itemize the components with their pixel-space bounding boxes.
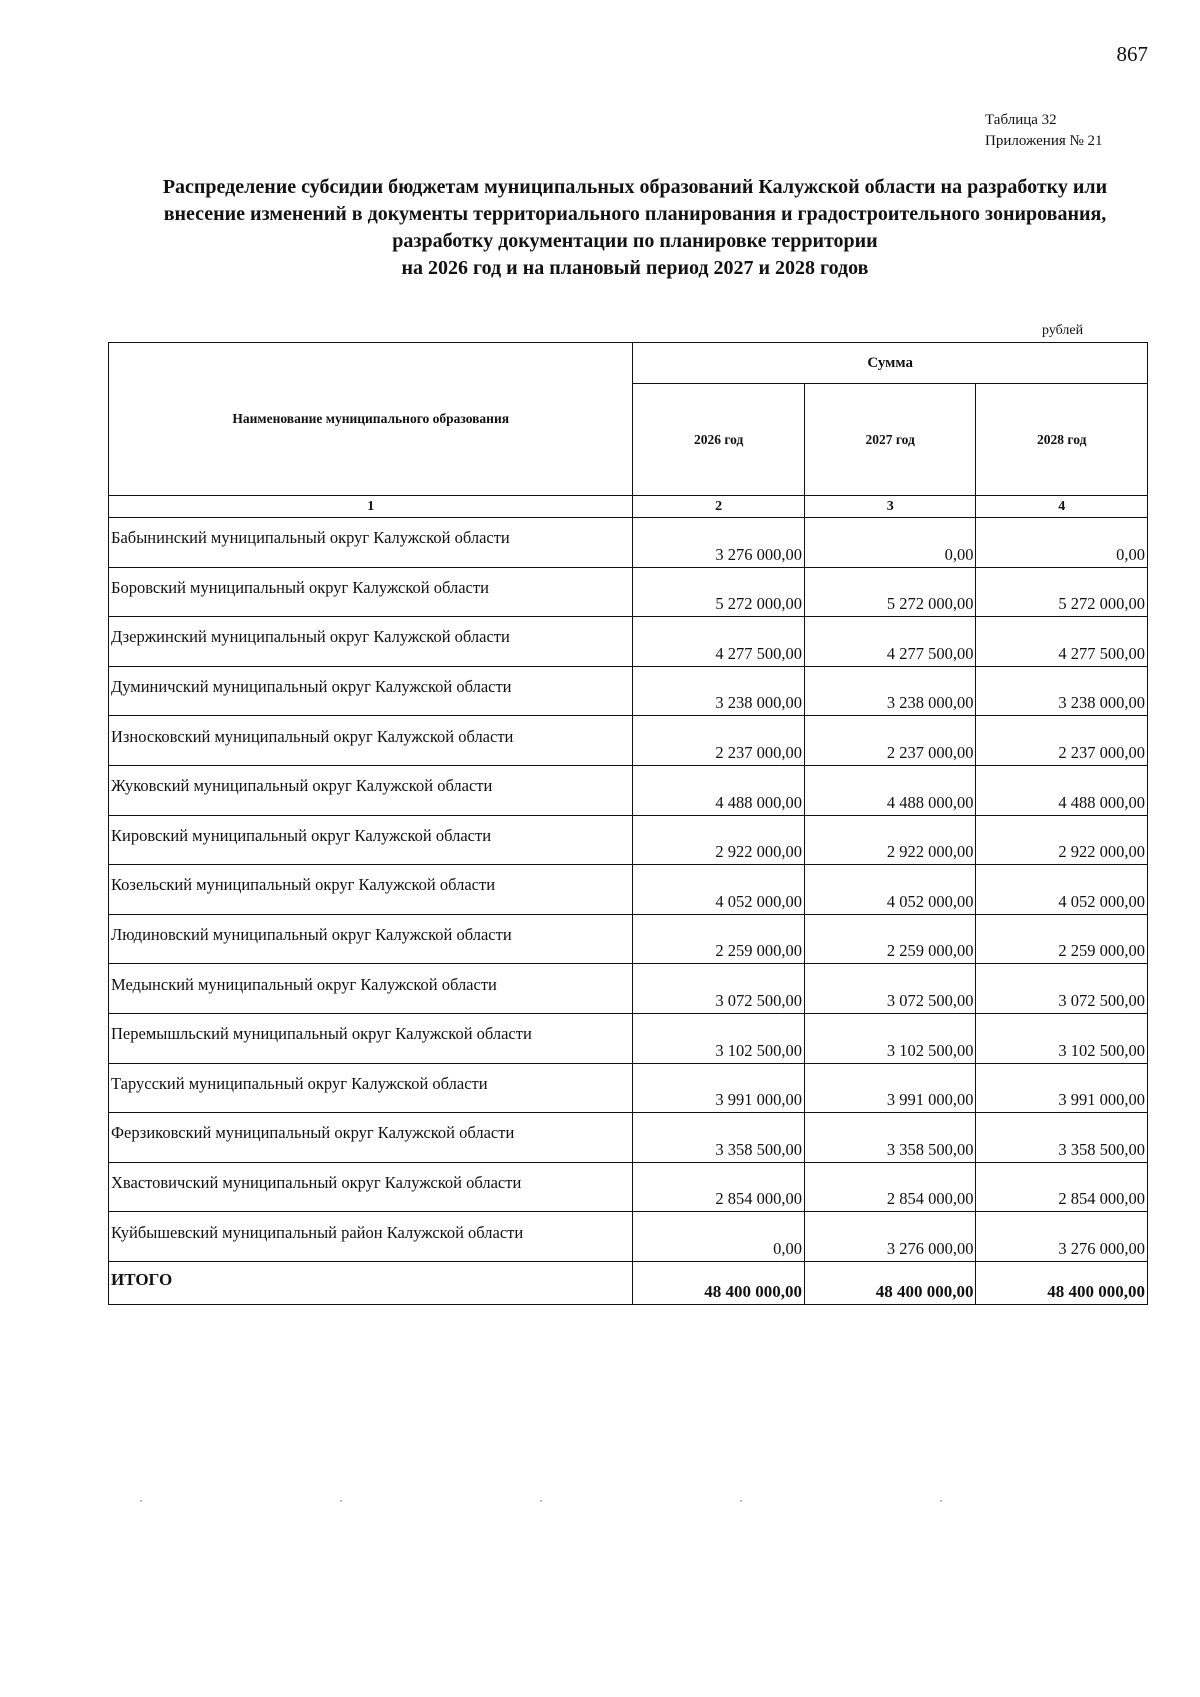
- value-2027: 5 272 000,00: [804, 567, 976, 617]
- value-2028: 3 238 000,00: [976, 666, 1148, 716]
- value-2028: 2 237 000,00: [976, 716, 1148, 766]
- value-2028: 3 072 500,00: [976, 964, 1148, 1014]
- table-row: [109, 1063, 1148, 1113]
- value-2027: 3 072 500,00: [804, 964, 976, 1014]
- value-2026: 4 488 000,00: [633, 765, 805, 815]
- value-2027: 2 259 000,00: [804, 914, 976, 964]
- total-2027: 48 400 000,00: [804, 1261, 976, 1304]
- value-2028: 3 358 500,00: [976, 1113, 1148, 1163]
- table-ref-line2: Приложения № 21: [985, 133, 1103, 149]
- value-2027: 3 238 000,00: [804, 666, 976, 716]
- col-number-3: 3: [804, 496, 976, 518]
- total-row: [109, 1261, 1148, 1304]
- page-number: 867: [1116, 42, 1148, 66]
- table-row: [109, 1162, 1148, 1212]
- header-sum: Сумма: [633, 343, 1148, 384]
- table-row: [109, 1113, 1148, 1163]
- total-2028: 48 400 000,00: [976, 1261, 1148, 1304]
- municipality-name: Тарусский муниципальный округ Калужской области: [109, 1063, 633, 1113]
- municipality-name: Людиновский муниципальный округ Калужской области: [109, 914, 633, 964]
- document-title: [100, 174, 1170, 282]
- total-2026: 48 400 000,00: [633, 1261, 805, 1304]
- table-row: [109, 914, 1148, 964]
- table-row: [109, 1013, 1148, 1063]
- col-number-4: 4: [976, 496, 1148, 518]
- header-name: Наименование муниципального образования: [109, 343, 633, 496]
- municipality-name: Думиничский муниципальный округ Калужской области: [109, 666, 633, 716]
- column-number-row: [109, 496, 1148, 518]
- value-2028: 2 259 000,00: [976, 914, 1148, 964]
- value-2027: 2 922 000,00: [804, 815, 976, 865]
- value-2026: 3 072 500,00: [633, 964, 805, 1014]
- table-row: [109, 567, 1148, 617]
- total-label: ИТОГО: [109, 1261, 633, 1304]
- value-2027: 2 854 000,00: [804, 1162, 976, 1212]
- value-2027: 0,00: [804, 518, 976, 568]
- title-line3: разработку документации по планировке территории: [392, 230, 878, 252]
- table-row: [109, 518, 1148, 568]
- value-2027: 4 052 000,00: [804, 865, 976, 915]
- value-2028: 3 102 500,00: [976, 1013, 1148, 1063]
- value-2026: 4 052 000,00: [633, 865, 805, 915]
- table-row: [109, 964, 1148, 1014]
- col-number-2: 2: [633, 496, 805, 518]
- value-2028: 2 854 000,00: [976, 1162, 1148, 1212]
- units-label: рублей: [1042, 323, 1084, 338]
- value-2026: 2 259 000,00: [633, 914, 805, 964]
- table-row: [109, 1212, 1148, 1262]
- value-2026: 2 854 000,00: [633, 1162, 805, 1212]
- value-2028: 4 277 500,00: [976, 617, 1148, 667]
- value-2028: 3 276 000,00: [976, 1212, 1148, 1262]
- table-reference: [985, 110, 1103, 152]
- header-2027: 2027 год: [804, 384, 976, 496]
- value-2026: 2 237 000,00: [633, 716, 805, 766]
- municipality-name: Износковский муниципальный округ Калужской области: [109, 716, 633, 766]
- value-2027: 2 237 000,00: [804, 716, 976, 766]
- table-row: [109, 765, 1148, 815]
- header-2026: 2026 год: [633, 384, 805, 496]
- title-line1: Распределение субсидии бюджетам муниципальных образований Калужской области на разработку или: [162, 176, 1108, 198]
- value-2026: 2 922 000,00: [633, 815, 805, 865]
- scan-artifacts: [140, 1500, 1040, 1504]
- value-2027: 4 488 000,00: [804, 765, 976, 815]
- header-2028: 2028 год: [976, 384, 1148, 496]
- value-2028: 5 272 000,00: [976, 567, 1148, 617]
- municipality-name: Хвастовичский муниципальный округ Калужской области: [109, 1162, 633, 1212]
- value-2026: 5 272 000,00: [633, 567, 805, 617]
- title-line2: внесение изменений в документы территориального планирования и градостроительного зонирования,: [163, 203, 1107, 225]
- value-2026: 3 991 000,00: [633, 1063, 805, 1113]
- municipality-name: Куйбышевский муниципальный район Калужской области: [109, 1212, 633, 1262]
- table-body: [109, 518, 1148, 1305]
- value-2026: 3 358 500,00: [633, 1113, 805, 1163]
- municipality-name: Перемышльский муниципальный округ Калужской области: [109, 1013, 633, 1063]
- value-2026: 3 276 000,00: [633, 518, 805, 568]
- value-2027: 3 991 000,00: [804, 1063, 976, 1113]
- value-2028: 4 488 000,00: [976, 765, 1148, 815]
- table-ref-line1: Таблица 32: [985, 112, 1057, 128]
- table-row: [109, 716, 1148, 766]
- table-row: [109, 865, 1148, 915]
- value-2028: 2 922 000,00: [976, 815, 1148, 865]
- col-number-1: 1: [109, 496, 633, 518]
- value-2026: 3 238 000,00: [633, 666, 805, 716]
- value-2026: 4 277 500,00: [633, 617, 805, 667]
- municipality-name: Бабынинский муниципальный округ Калужской области: [109, 518, 633, 568]
- municipality-name: Дзержинский муниципальный округ Калужской области: [109, 617, 633, 667]
- municipality-name: Кировский муниципальный округ Калужской области: [109, 815, 633, 865]
- title-line4: на 2026 год и на плановый период 2027 и 2028 годов: [401, 257, 869, 279]
- value-2027: 3 358 500,00: [804, 1113, 976, 1163]
- subsidy-table: [108, 342, 1148, 1305]
- table-row: [109, 815, 1148, 865]
- municipality-name: Боровский муниципальный округ Калужской области: [109, 567, 633, 617]
- value-2028: 4 052 000,00: [976, 865, 1148, 915]
- value-2027: 3 276 000,00: [804, 1212, 976, 1262]
- value-2026: 3 102 500,00: [633, 1013, 805, 1063]
- municipality-name: Жуковский муниципальный округ Калужской области: [109, 765, 633, 815]
- municipality-name: Ферзиковский муниципальный округ Калужской области: [109, 1113, 633, 1163]
- table-row: [109, 617, 1148, 667]
- value-2027: 4 277 500,00: [804, 617, 976, 667]
- value-2027: 3 102 500,00: [804, 1013, 976, 1063]
- value-2026: 0,00: [633, 1212, 805, 1262]
- municipality-name: Медынский муниципальный округ Калужской области: [109, 964, 633, 1014]
- table-row: [109, 666, 1148, 716]
- value-2028: 3 991 000,00: [976, 1063, 1148, 1113]
- municipality-name: Козельский муниципальный округ Калужской области: [109, 865, 633, 915]
- value-2028: 0,00: [976, 518, 1148, 568]
